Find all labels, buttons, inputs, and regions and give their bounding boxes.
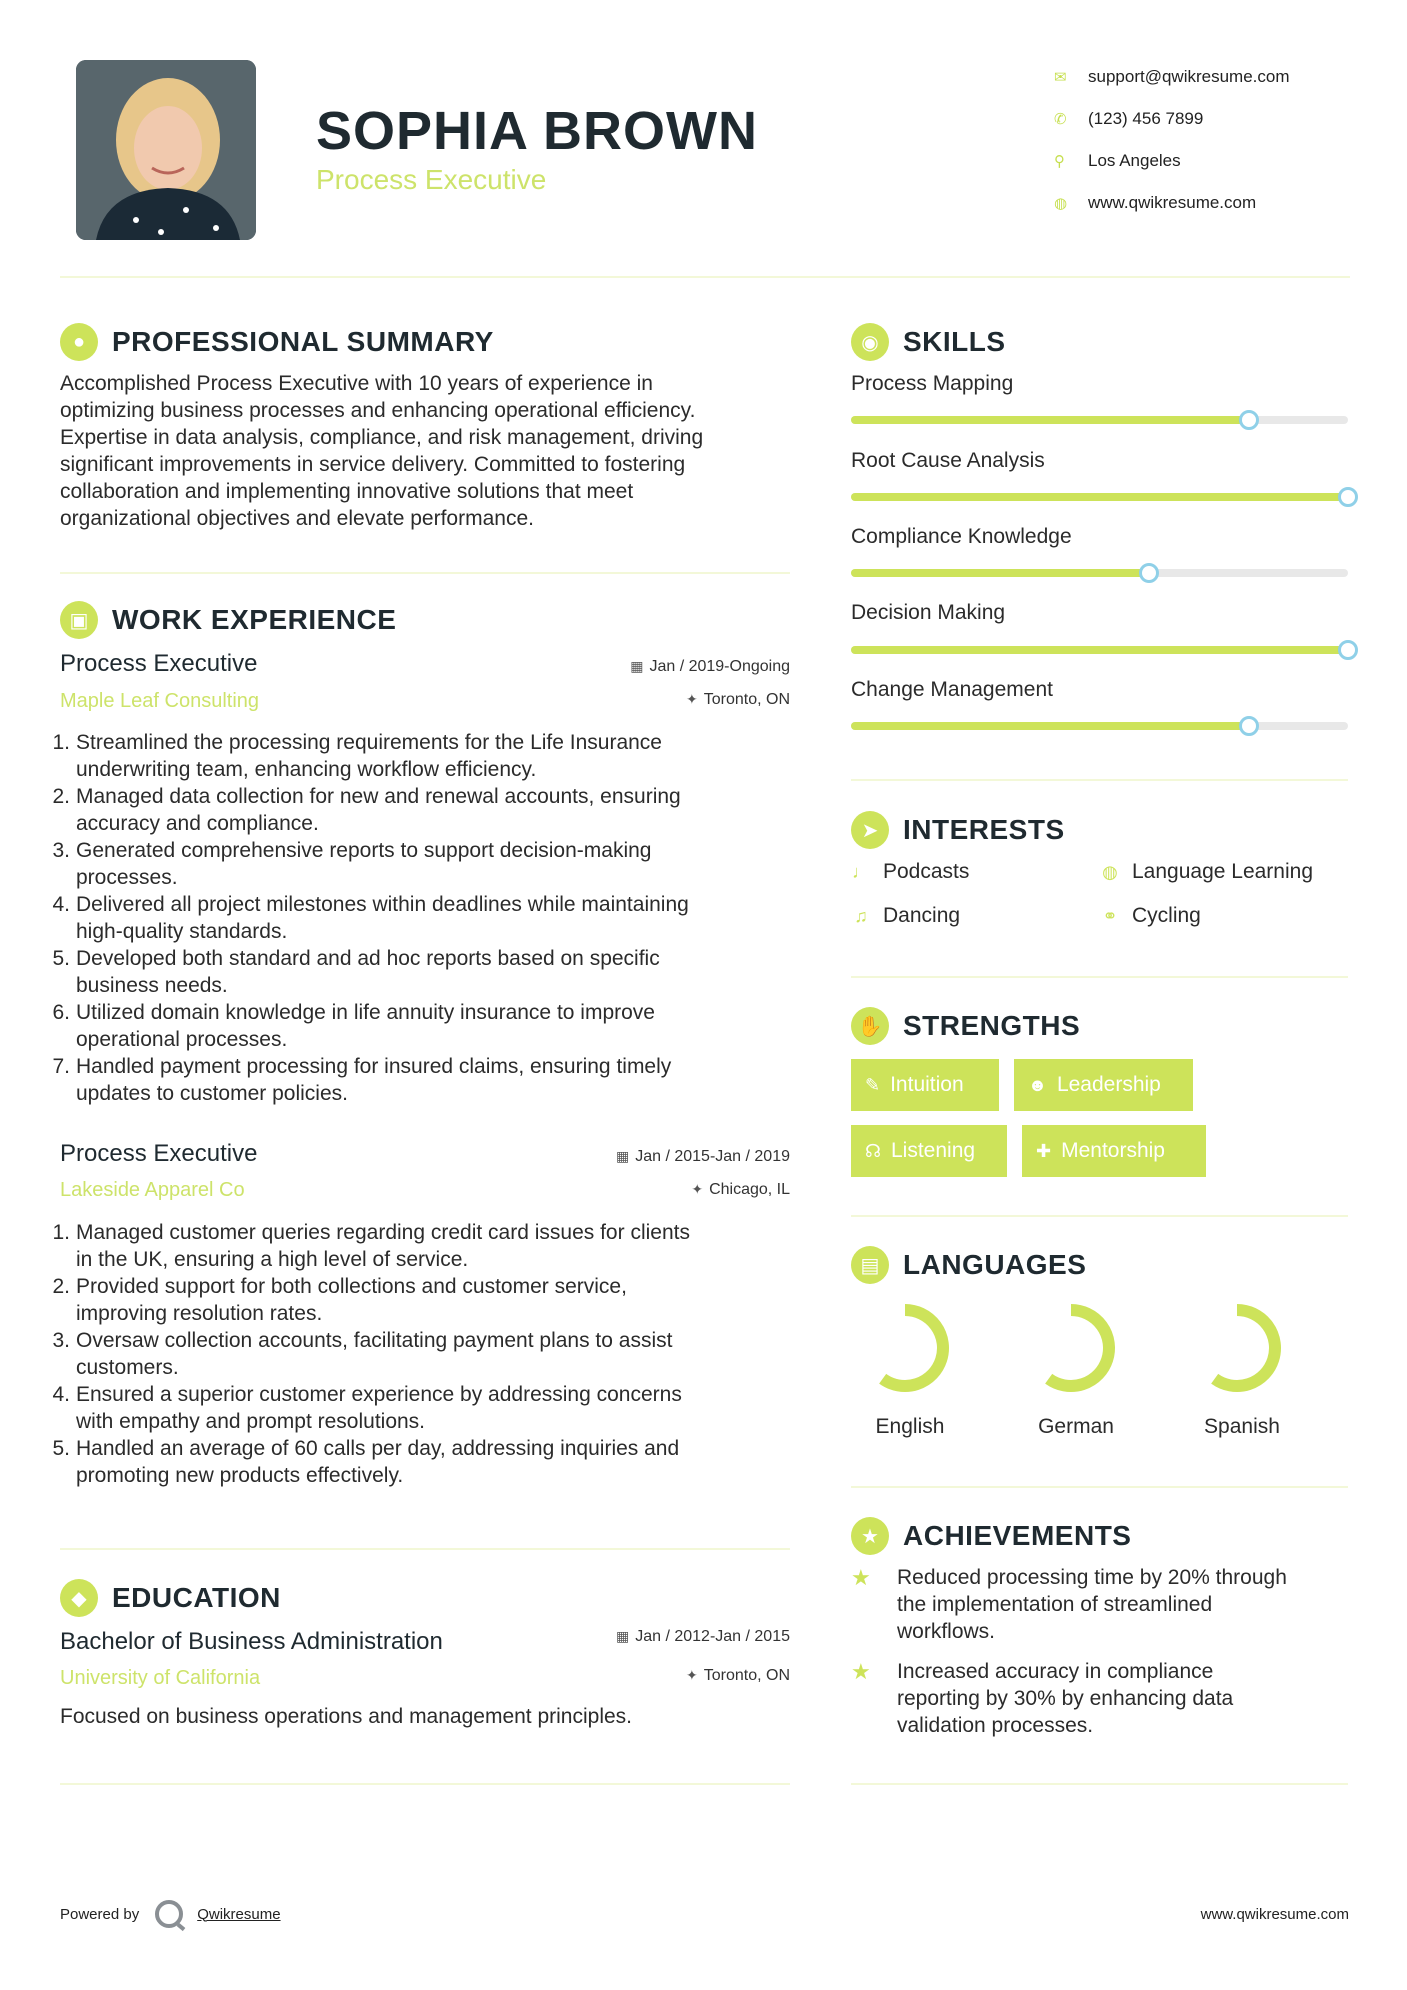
job-title: Process Executive bbox=[60, 650, 258, 677]
list-item: 7. Handled payment processing for insured claims, ensuring timely updates to customer policies. bbox=[52, 1055, 672, 1105]
wand-icon: ✎ bbox=[865, 1074, 881, 1095]
job-date-text: Jan / 2019-Ongoing bbox=[649, 658, 790, 675]
job-location bbox=[691, 1181, 790, 1199]
languages-title: LANGUAGES bbox=[903, 1249, 1087, 1280]
skill-name: Decision Making bbox=[851, 601, 1006, 624]
pin-icon: ✦ bbox=[686, 691, 698, 707]
contact-location-text: Los Angeles bbox=[1088, 151, 1181, 170]
interests-title: INTERESTS bbox=[903, 814, 1065, 845]
summary-line: organizational objectives and elevate performance. bbox=[60, 507, 534, 530]
skill-name: Process Mapping bbox=[851, 372, 1014, 395]
bicycle-icon: ⚭ bbox=[1102, 905, 1118, 926]
strength-tag bbox=[851, 1125, 1007, 1177]
job-company: Lakeside Apparel Co bbox=[60, 1179, 245, 1201]
interest-label: Dancing bbox=[883, 904, 961, 927]
achievement-item: ★ Reduced processing time by 20% through the implementation of streamlined workflows. bbox=[851, 1565, 1287, 1643]
contact-location bbox=[1050, 140, 1370, 182]
list-item: 3. Oversaw collection accounts, facilitating payment plans to assist customers. bbox=[52, 1329, 673, 1379]
language-name: Spanish bbox=[1204, 1415, 1280, 1438]
strength-tag bbox=[851, 1059, 999, 1111]
skill-bar bbox=[851, 569, 1348, 577]
education-description: Focused on business operations and management principles. bbox=[60, 1705, 633, 1728]
job-title: Process Executive bbox=[60, 1140, 258, 1167]
job-date bbox=[630, 658, 790, 676]
footer-powered bbox=[60, 1900, 281, 1928]
job-location-text: Toronto, ON bbox=[703, 691, 790, 708]
interest-label: Podcasts bbox=[883, 860, 970, 883]
language-ring bbox=[1021, 1298, 1121, 1398]
language-ring bbox=[1187, 1298, 1287, 1398]
skills-title: SKILLS bbox=[903, 326, 1006, 357]
language-name: English bbox=[875, 1415, 945, 1438]
skill-bar bbox=[851, 493, 1348, 501]
interest-label: Cycling bbox=[1132, 904, 1201, 927]
summary-text bbox=[60, 370, 800, 532]
skill-bar-knob bbox=[1239, 716, 1259, 736]
user-icon: ● bbox=[60, 323, 98, 361]
users-icon: ☻ bbox=[1028, 1074, 1047, 1095]
skill-name: Root Cause Analysis bbox=[851, 449, 1045, 472]
music-icon: ♫ bbox=[854, 905, 868, 926]
job-duties bbox=[52, 729, 802, 1107]
calendar-icon: ▦ bbox=[615, 1148, 630, 1164]
job-location bbox=[686, 691, 790, 709]
language-ring-arc bbox=[1215, 1310, 1275, 1386]
job-date bbox=[616, 1148, 790, 1166]
globe-icon: ◍ bbox=[1054, 195, 1068, 212]
interests-divider bbox=[851, 976, 1348, 978]
skill-bar-knob bbox=[1338, 487, 1358, 507]
interest-item bbox=[1100, 904, 1201, 928]
contact-phone-text: (123) 456 7899 bbox=[1088, 109, 1204, 128]
list-item: 3. Generated comprehensive reports to support decision-making processes. bbox=[52, 839, 652, 889]
list-item: 4. Delivered all project milestones within deadlines while maintaining high-quality standards. bbox=[52, 893, 689, 943]
education-location bbox=[686, 1667, 790, 1685]
profile-photo bbox=[76, 60, 256, 240]
strengths-divider bbox=[851, 1215, 1348, 1217]
location-icon: ⚲ bbox=[1054, 153, 1065, 170]
skill-bar-fill bbox=[851, 416, 1249, 424]
summary-line: collaboration and implementing innovative solutions that meet bbox=[60, 480, 634, 503]
phone-icon: ✆ bbox=[1054, 111, 1067, 128]
strength-tag bbox=[1022, 1125, 1206, 1177]
education-title: EDUCATION bbox=[112, 1582, 281, 1613]
star-icon: ★ bbox=[851, 1659, 871, 1684]
contact-email[interactable] bbox=[1050, 56, 1370, 98]
strengths-title: STRENGTHS bbox=[903, 1010, 1081, 1041]
skill-bar bbox=[851, 646, 1348, 654]
job-company: Maple Leaf Consulting bbox=[60, 690, 260, 712]
skills-divider bbox=[851, 779, 1348, 781]
strengths-heading bbox=[851, 1007, 1080, 1045]
strength-label: Mentorship bbox=[1061, 1139, 1165, 1162]
skill-bar-knob bbox=[1338, 640, 1358, 660]
contact-phone[interactable] bbox=[1050, 98, 1370, 140]
user-plus-icon: ✚ bbox=[1036, 1140, 1052, 1161]
microphone-icon: ♩ bbox=[852, 861, 870, 882]
pin-icon: ✦ bbox=[686, 1667, 698, 1683]
strength-label: Intuition bbox=[890, 1073, 964, 1096]
candidate-name: SOPHIA BROWN bbox=[316, 101, 758, 161]
summary-divider bbox=[60, 572, 790, 574]
summary-line: significant improvements in service delivery. Committed to fostering bbox=[60, 453, 686, 476]
list-item: 6. Utilized domain knowledge in life annuity insurance to improve operational processes. bbox=[52, 1001, 655, 1051]
interests-heading bbox=[851, 811, 1065, 849]
language-ring bbox=[855, 1298, 955, 1398]
globe-icon: ◍ bbox=[1102, 861, 1118, 882]
language-ring-arc bbox=[883, 1310, 943, 1386]
summary-line: optimizing business processes and enhancing operational efficiency. bbox=[60, 399, 696, 422]
footer-powered-text: Powered by bbox=[60, 1905, 140, 1923]
summary-line: Expertise in data analysis, compliance, and risk management, driving bbox=[60, 426, 704, 449]
skill-bar-knob bbox=[1239, 410, 1259, 430]
contact-website-text: www.qwikresume.com bbox=[1088, 193, 1257, 212]
candidate-role: Process Executive bbox=[316, 164, 547, 195]
calendar-icon: ▦ bbox=[630, 658, 644, 674]
skill-bar-fill bbox=[851, 569, 1149, 577]
skill-name: Compliance Knowledge bbox=[851, 525, 1072, 548]
list-item: 5. Developed both standard and ad hoc reports based on specific business needs. bbox=[52, 947, 660, 997]
footer-url[interactable]: www.qwikresume.com bbox=[1200, 1906, 1349, 1923]
interest-item bbox=[1100, 860, 1313, 884]
achievements-heading bbox=[851, 1517, 1131, 1555]
achievement-item: ★ Increased accuracy in compliance reporting by 30% by enhancing data validation processes. bbox=[851, 1659, 1234, 1737]
briefcase-icon: ▣ bbox=[60, 601, 98, 639]
interest-item bbox=[851, 860, 969, 884]
job-duties bbox=[52, 1219, 802, 1489]
work-heading bbox=[60, 601, 396, 639]
list-item: 5. Handled an average of 60 calls per day, addressing inquiries and promoting new products effectively. bbox=[52, 1437, 680, 1487]
language-icon: ▤ bbox=[851, 1246, 889, 1284]
work-divider bbox=[60, 1548, 790, 1550]
contact-website[interactable] bbox=[1050, 182, 1370, 224]
graduation-cap-icon: ◆ bbox=[60, 1579, 98, 1617]
language-ring-arc bbox=[1049, 1310, 1109, 1386]
education-heading bbox=[60, 1579, 281, 1617]
strength-tag bbox=[1014, 1059, 1193, 1111]
contact-list bbox=[1050, 56, 1370, 224]
skill-bar bbox=[851, 416, 1348, 424]
calendar-icon: ▦ bbox=[615, 1628, 630, 1644]
education-date bbox=[616, 1628, 790, 1646]
achievements-title: ACHIEVEMENTS bbox=[903, 1520, 1132, 1551]
list-item: 1. Managed customer queries regarding credit card issues for clients in the UK, ensuring a high level of service. bbox=[52, 1221, 690, 1271]
email-icon: ✉ bbox=[1054, 69, 1067, 86]
skill-bar-knob bbox=[1139, 563, 1159, 583]
footer-brand-link[interactable]: Qwikresume bbox=[197, 1905, 281, 1923]
summary-title: PROFESSIONAL SUMMARY bbox=[112, 326, 494, 357]
header-divider bbox=[60, 276, 1350, 278]
list-item: 2. Managed data collection for new and renewal accounts, ensuring accuracy and compliance. bbox=[52, 785, 681, 835]
lightbulb-icon: ◉ bbox=[851, 323, 889, 361]
qwikresume-logo-icon bbox=[155, 1900, 183, 1928]
achievements-divider bbox=[851, 1783, 1348, 1785]
skill-bar-fill bbox=[851, 722, 1249, 730]
languages-divider bbox=[851, 1486, 1348, 1488]
hand-icon: ✋ bbox=[851, 1007, 889, 1045]
degree-title: Bachelor of Business Administration bbox=[60, 1628, 443, 1655]
language-name: German bbox=[1038, 1415, 1114, 1438]
work-title: WORK EXPERIENCE bbox=[112, 604, 397, 635]
star-icon: ★ bbox=[851, 1565, 871, 1590]
summary-heading bbox=[60, 323, 494, 361]
skill-bar bbox=[851, 722, 1348, 730]
paper-plane-icon: ➤ bbox=[851, 811, 889, 849]
skills-heading bbox=[851, 323, 1006, 361]
skill-bar-fill bbox=[851, 646, 1348, 654]
list-item: 2. Provided support for both collections and customer service, improving resolution rates. bbox=[52, 1275, 627, 1325]
pin-icon: ✦ bbox=[691, 1181, 704, 1197]
skill-name: Change Management bbox=[851, 678, 1053, 701]
skill-bar-fill bbox=[851, 493, 1348, 501]
star-icon: ★ bbox=[851, 1517, 889, 1555]
languages-heading bbox=[851, 1246, 1086, 1284]
job-date-text: Jan / 2015-Jan / 2019 bbox=[635, 1148, 790, 1165]
education-divider bbox=[60, 1783, 790, 1785]
strength-label: Listening bbox=[891, 1139, 976, 1162]
headphones-icon: ☊ bbox=[865, 1140, 881, 1161]
strength-label: Leadership bbox=[1056, 1073, 1161, 1096]
contact-email-text: support@qwikresume.com bbox=[1088, 67, 1290, 86]
education-date-text: Jan / 2012-Jan / 2015 bbox=[635, 1628, 790, 1645]
list-item: 1. Streamlined the processing requirements for the Life Insurance underwriting team, enhancing workflow efficiency. bbox=[52, 731, 662, 781]
job-location-text: Chicago, IL bbox=[709, 1181, 790, 1198]
list-item: 4. Ensured a superior customer experience by addressing concerns with empathy and prompt resolutions. bbox=[52, 1383, 682, 1433]
summary-line: Accomplished Process Executive with 10 years of experience in bbox=[60, 372, 653, 395]
interest-item bbox=[851, 904, 960, 928]
school-name: University of California bbox=[60, 1667, 261, 1689]
interest-label: Language Learning bbox=[1132, 860, 1314, 883]
education-location-text: Toronto, ON bbox=[703, 1667, 790, 1684]
